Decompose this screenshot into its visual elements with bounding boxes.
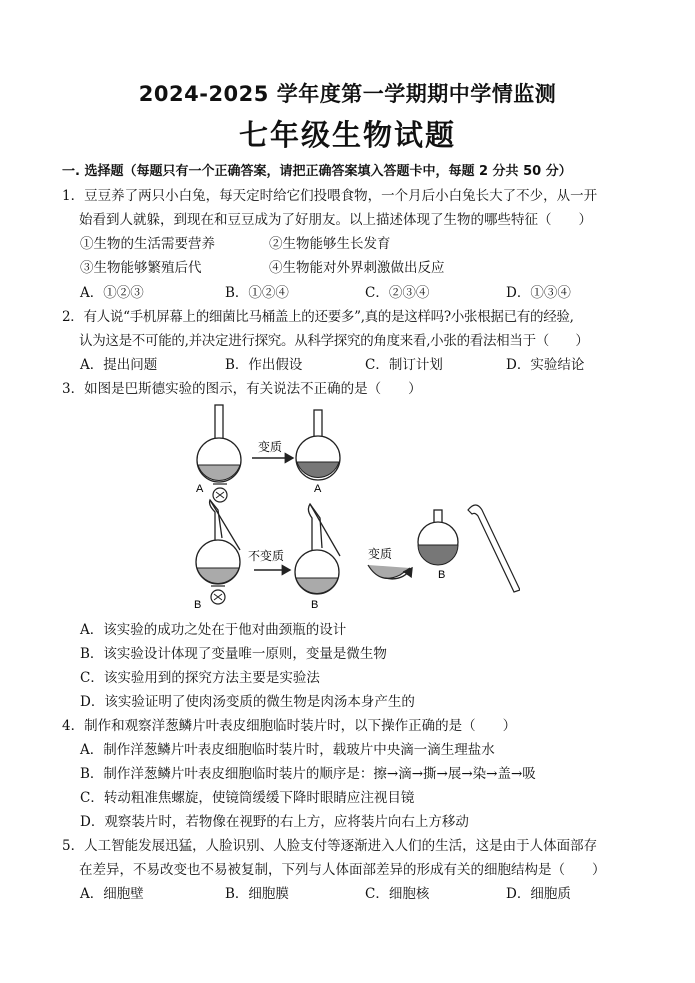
flask-a-spoiled <box>296 410 340 480</box>
exam-title: 2024-2025 学年度第一学期期中学情监测 <box>138 82 557 106</box>
q1-statement-4: ④生物能对外界刺激做出反应 <box>269 260 445 276</box>
q2-option-b: B．作出假设 <box>225 357 303 373</box>
q4-option-a: A．制作洋葱鳞片叶表皮细胞临时装片时，载玻片中央滴一滴生理盐水 <box>80 742 495 758</box>
q5-option-a: A．细胞壁 <box>80 886 144 902</box>
q5-line2: 在差异，不易改变也不易被复制，下列与人体面部差异的形成有关的细胞结构是（ ） <box>79 862 606 878</box>
label-a-right: A <box>314 483 322 495</box>
q1-option-b: B．①②④ <box>225 285 289 301</box>
q1-option-c: C．②③④ <box>365 285 430 301</box>
q1-option-d: D．①③④ <box>506 285 571 301</box>
q4-option-c: C．转动粗准焦螺旋，使镜筒缓缓下降时眼睛应注视目镜 <box>80 790 415 806</box>
pasteur-experiment-figure <box>180 400 520 615</box>
arrow-right-label: 变质 <box>368 547 393 561</box>
q3-option-c: C．该实验用到的探究方法主要是实验法 <box>80 670 320 686</box>
q4-option-d: D．观察装片时，若物像在视野的右上方，应将装片向右上方移动 <box>80 814 469 830</box>
detached-swan-neck <box>468 505 520 592</box>
q3-line1: 3．如图是巴斯德实验的图示，有关说法不正确的是（ ） <box>62 381 422 397</box>
label-a-left: A <box>196 483 204 495</box>
q3-option-b: B．该实验设计体现了变量唯一原则，变量是微生物 <box>80 646 387 662</box>
q2-line1: 2．有人说“手机屏幕上的细菌比马桶盖上的还要多”,真的是这样吗?小张根据已有的经验, <box>62 309 574 325</box>
q4-line1: 4．制作和观察洋葱鳞片叶表皮细胞临时装片时，以下操作正确的是（ ） <box>62 718 517 734</box>
flask-b-unspoiled <box>295 504 340 594</box>
label-b-left: B <box>194 599 202 611</box>
q1-statement-2: ②生物能够生长发育 <box>269 236 391 252</box>
q5-option-c: C．细胞核 <box>365 886 430 902</box>
q5-line1: 5．人工智能发展迅猛，人脸识别、人脸支付等逐渐进入人们的生活，这是由于人体面部存 <box>62 838 598 854</box>
q1-option-a: A．①②③ <box>80 285 144 301</box>
q2-line2: 认为这是不可能的,并决定进行探究。从科学探究的角度来看,小张的看法相当于（ ） <box>79 333 589 349</box>
q2-option-a: A．提出问题 <box>80 357 158 373</box>
q2-option-d: D．实验结论 <box>506 357 585 373</box>
q3-option-a: A．该实验的成功之处在于他对曲颈瓶的设计 <box>80 622 347 638</box>
q1-line2: 始看到人就躲，到现在和豆豆成为了好朋友。以上描述体现了生物的哪些特征（ ） <box>79 212 592 228</box>
q5-option-b: B．细胞膜 <box>225 886 289 902</box>
q5-option-d: D．细胞质 <box>506 886 571 902</box>
arrow-mid-label: 不变质 <box>248 549 285 563</box>
label-b-right: B <box>438 569 446 581</box>
label-b-mid: B <box>311 599 319 611</box>
exam-subtitle: 七年级生物试题 <box>238 118 456 152</box>
q2-option-c: C．制订计划 <box>365 357 443 373</box>
q3-option-d: D．该实验证明了使肉汤变质的微生物是肉汤本身产生的 <box>80 694 415 710</box>
arrow-top-label: 变质 <box>258 440 283 454</box>
flask-a-heated <box>197 405 241 502</box>
flask-b-spoiled <box>418 510 458 565</box>
q4-option-b: B．制作洋葱鳞片叶表皮细胞临时装片的顺序是：擦→滴→撕→展→染→盖→吸 <box>80 766 536 782</box>
q1-line1: 1．豆豆养了两只小白兔，每天定时给它们投喂食物，一个月后小白兔长大了不少，从一开 <box>62 188 598 204</box>
section-heading: 一. 选择题（每题只有一个正确答案，请把正确答案填入答题卡中，每题 2 分共 50 分） <box>62 164 572 179</box>
q1-statement-3: ③生物能够繁殖后代 <box>80 260 202 276</box>
flask-b-heated <box>196 500 240 604</box>
q1-statement-1: ①生物的生活需要营养 <box>80 236 215 252</box>
